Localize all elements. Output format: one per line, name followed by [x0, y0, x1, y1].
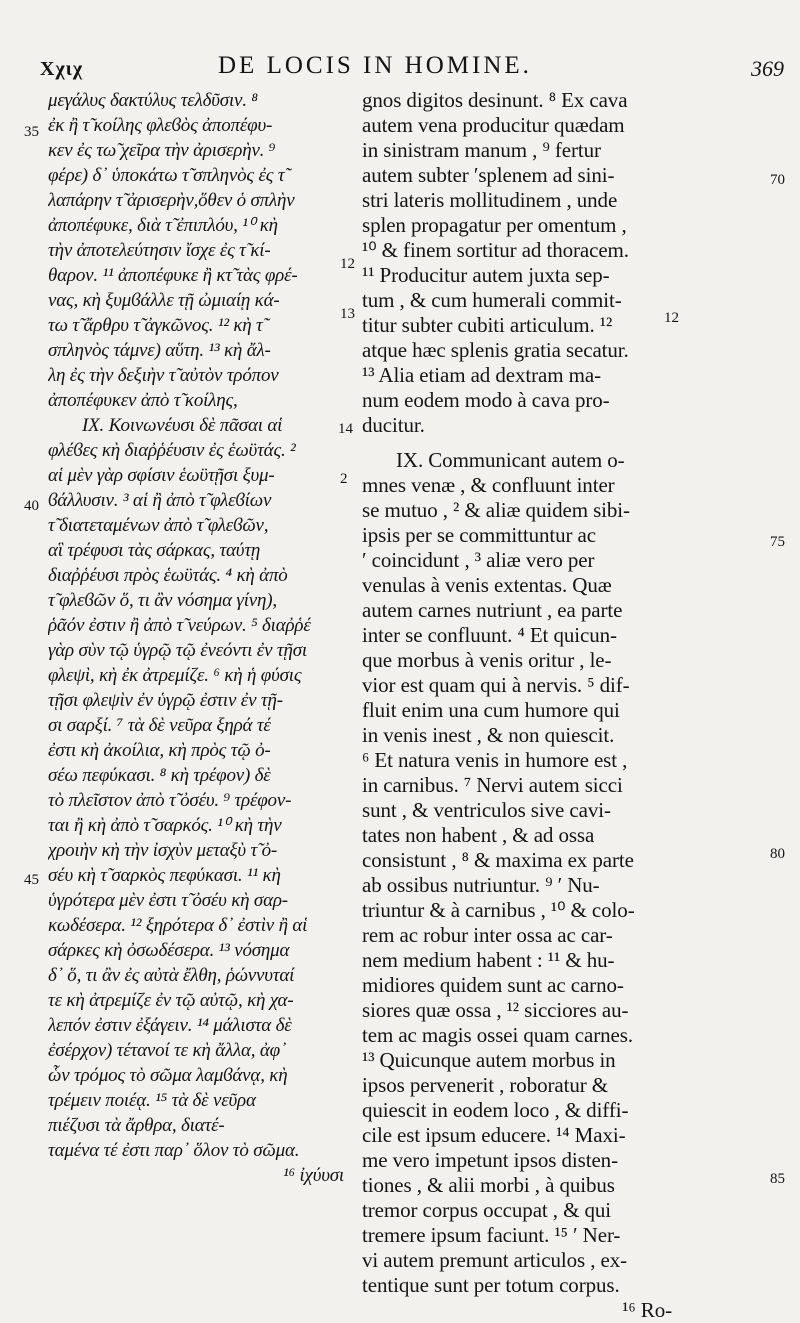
text-line: σπληνὸς τάμνε) αὕτη. ¹³ κὴ ἄλ- [48, 340, 271, 361]
text-line: ὑγρότερα μὲν ἐστι τ̃ ὀσέυ κὴ σαρ- [48, 890, 288, 911]
text-line: autem vena producitur quædam [362, 113, 625, 137]
text-line: λη ἐς τὴν δεξιὴν τ̃ αὐτὸν τρόπον [48, 365, 279, 386]
text-line: αἱ μὲν γὰρ σφίσιν ἑωϋτῇσι ξυμ- [48, 465, 275, 486]
text-line: tum , & cum humerali commit- [362, 288, 622, 312]
text-line: ἀποπέφυκε, διὰ τ̃ ἐπιπλόυ, ¹⁰ κὴ [48, 215, 278, 236]
text-line: ταμένα τέ ἐστι παρ᾽ ὅλον τὸ σῶμα. [48, 1140, 300, 1161]
margin-line-number: 40 [24, 498, 39, 514]
text-line: ⁶ Et natura venis in humore est , [362, 748, 628, 772]
text-line: ἀποπέφυκεν ἀπὸ τ̃ κοίλης, [48, 390, 238, 411]
text-line: quiescit in eodem loco , & diffi- [362, 1098, 629, 1122]
text-line: διαῤῥέυσι πρὸς ἑωϋτάς. ⁴ κὴ ἀπὸ [48, 565, 288, 586]
text-line: stri lateris mollitudinem , unde [362, 188, 618, 212]
text-line: atque hæc splenis gratia secatur. [362, 338, 629, 362]
latin-text-column [362, 88, 684, 1323]
text-line: τὸ πλεῖστον ἀπὸ τ̃ ὀσέυ. ⁹ τρέφον- [48, 790, 292, 811]
text-line: ′ coincidunt , ³ aliæ vero per [362, 548, 595, 572]
text-line: τω τ̃ ἄρθρυ τ̃ ἀγκῶνος. ¹² κὴ τ̃ [48, 315, 263, 336]
text-line: autem carnes nutriunt , ea parte [362, 598, 623, 622]
text-line: splen propagatur per omentum , [362, 213, 627, 237]
greek-text-column [48, 88, 356, 1188]
text-line: δ᾽ ὅ, τι ἂν ἐς αὐτὰ ἔλθη, ῥώννυταί [48, 965, 295, 986]
text-line: σάρκες κὴ ὀσωδέσερα. ¹³ νόσημα [48, 940, 290, 961]
text-line: gnos digitos desinunt. ⁸ Ex cava [362, 88, 628, 112]
text-line: siores quæ ossa , ¹² sicciores au- [362, 998, 629, 1022]
margin-line-number: 75 [770, 534, 785, 550]
text-line: ¹⁶ Ro- [622, 1298, 672, 1322]
text-line: triuntur & à carnibus , ¹⁰ & colo- [362, 898, 635, 922]
text-line: ϐάλλυσιν. ³ αἱ ἢ ἀπὸ τ̃ φλεϐίων [48, 490, 272, 511]
text-line: num eodem modo à cava pro- [362, 388, 610, 412]
text-line: in carnibus. ⁷ Nervi autem sicci [362, 773, 623, 797]
text-line: τ̃ διατεταμένων ἀπὸ τ̃ φλεϐῶν, [48, 515, 269, 536]
text-line: σέω πεφύκασι. ⁸ κὴ τρέφον) δὲ [48, 765, 271, 786]
margin-note-number: 2 [340, 471, 348, 487]
margin-line-number: 45 [24, 872, 39, 888]
text-line: λεπόν ἐστιν ἐξάγειν. ¹⁴ μάλιστα δὲ [48, 1015, 292, 1036]
margin-line-number: 70 [770, 172, 785, 188]
text-line: ¹³ Quicunque autem morbus in [362, 1048, 616, 1072]
text-line: tentique sunt per totum corpus. [362, 1273, 620, 1297]
text-line: tremere ipsum faciunt. ¹⁵ ′ Ner- [362, 1223, 621, 1247]
text-line: ¹⁶ ἰχύυσι [283, 1165, 344, 1186]
margin-note-number: 14 [338, 421, 353, 437]
text-line: φλέϐες κὴ διαῤῥέυσιν ἐς ἑωϋτάς. ² [48, 440, 296, 461]
text-line: tates non habent , & ad ossa [362, 823, 595, 847]
text-line: se mutuo , ² & aliæ quidem sibi- [362, 498, 630, 522]
text-line: ῥᾶόν ἐστιν ἢ ἀπὸ τ̃ νεύρων. ⁵ διαῤῥέ [48, 615, 311, 636]
text-line: mnes venæ , & confluunt inter [362, 473, 615, 497]
text-line: θαρον. ¹¹ ἀποπέφυκε ἢ κτ̃ τὰς φρέ- [48, 265, 298, 286]
running-title: DE LOCIS IN HOMINE. [218, 52, 532, 79]
text-line: τῇσι φλεψὶν ἐν ὑγρῷ ἐστιν ἐν τῇ- [48, 690, 283, 711]
text-line: ducitur. [362, 413, 425, 437]
text-line: in sinistram manum , ⁹ fertur [362, 138, 601, 162]
text-line: χροιὴν κὴ τὴν ἰσχὺν μεταξὺ τ̃ ὀ- [48, 840, 278, 861]
text-line: ipsis per se committuntur ac [362, 523, 596, 547]
text-line: cile est ipsum educere. ¹⁴ Maxi- [362, 1123, 626, 1147]
page-header [36, 52, 784, 86]
text-line: φέρε) δ᾽ ὑποκάτω τ̃ σπληνὸς ἐς τ̃ [48, 165, 285, 186]
text-line: in venis inest , & non quiescit. [362, 723, 615, 747]
text-line: ὧν τρόμος τὸ σῶμα λαμϐάνᾳ, κὴ [48, 1065, 288, 1086]
text-line: τ̃ φλεϐῶν ὅ, τι ἂν νόσημα γίνη), [48, 590, 277, 611]
text-line: midiores quidem sunt ac carno- [362, 973, 624, 997]
text-line: tremor corpus occupat , & qui [362, 1198, 612, 1222]
margin-note-number: 12 [340, 256, 355, 272]
page-number: 369 [751, 56, 784, 81]
text-line: tiones , & alii morbi , à quibus [362, 1173, 615, 1197]
text-line: τε κὴ ἀτρεμίζε ἐν τῷ αὐτῷ, κὴ χα- [48, 990, 294, 1011]
text-line: ¹³ Alia etiam ad dextram ma- [362, 363, 601, 387]
text-line: ¹⁰ & finem sortitur ad thoracem. [362, 238, 629, 262]
text-line: τρέμειν ποιέᾳ. ¹⁵ τὰ δὲ νεῦρα [48, 1090, 256, 1111]
text-line: autem subter ′splenem ad sini- [362, 163, 615, 187]
text-line: ΙΧ. Κοινωνέυσι δὲ πᾶσαι αἱ [82, 415, 283, 436]
text-line: πιέζυσι τὰ ἄρθρα, διατέ- [48, 1115, 225, 1136]
text-line: vior est quam qui à nervis. ⁵ dif- [362, 673, 630, 697]
text-line: que morbus à venis oritur , le- [362, 648, 612, 672]
text-line: αἳ τρέφυσι τὰς σάρκας, ταύτῃ [48, 540, 261, 561]
text-line: ται ἢ κὴ ἀπὸ τ̃ σαρκός. ¹⁰ κὴ τὴν [48, 815, 282, 836]
signature-mark: Χχιχ [40, 58, 84, 80]
text-line: rem ac robur inter ossa ac car- [362, 923, 613, 947]
text-line: fluit enim una cum humore qui [362, 698, 620, 722]
text-line: nem medium habent : ¹¹ & hu- [362, 948, 615, 972]
margin-note-number: 12 [664, 310, 679, 326]
text-line: vi autem premunt articulos , ex- [362, 1248, 628, 1272]
text-line: λαπάρην τ̃ ἀρισερὴν,ὅθεν ὁ σπλὴν [48, 190, 295, 211]
text-line: ab ossibus nutriuntur. ⁹ ′ Nu- [362, 873, 600, 897]
text-line: νας, κὴ ξυμϐάλλε τῇ ὠμιαίῃ κά- [48, 290, 280, 311]
text-line: μεγάλυς δακτύλυς τελδῦσιν. ⁸ [48, 90, 258, 111]
text-line: ¹¹ Producitur autem juxta sep- [362, 263, 610, 287]
margin-line-number: 80 [770, 846, 785, 862]
text-line: κωδέσερα. ¹² ξηρότερα δ᾽ ἐστὶν ἢ αἱ [48, 915, 308, 936]
text-line: IX. Communicant autem o- [396, 448, 625, 472]
margin-line-number: 85 [770, 1171, 785, 1187]
text-line: venulas à venis extentas. Quæ [362, 573, 612, 597]
text-line: titur subter cubiti articulum. ¹² [362, 313, 613, 337]
text-line: φλεψὶ, κὴ ἐκ ἀτρεμίζε. ⁶ κὴ ἡ φύσις [48, 665, 302, 686]
text-line: ἐσέρχον) τέτανοί τε κὴ ἄλλα, ἀφ᾽ [48, 1040, 287, 1061]
text-line: ipsos pervenerit , roboratur & [362, 1073, 609, 1097]
text-line: ἐστι κὴ ἀκοίλια, κὴ πρὸς τῷ ὀ- [48, 740, 271, 761]
text-line: ἐκ ἢ τ̃ κοίλης φλεϐὸς ἀποπέφυ- [48, 115, 273, 136]
text-line: γὰρ σὺν τῷ ὑγρῷ τῷ ἐνεόντι ἐν τῇσι [48, 640, 307, 661]
text-line: σι σαρξί. ⁷ τὰ δὲ νεῦρα ξηρά τέ [48, 715, 271, 736]
margin-note-number: 13 [340, 306, 355, 322]
text-line: me vero impetunt ipsos disten- [362, 1148, 618, 1172]
text-line: tem ac magis ossei quam carnes. [362, 1023, 633, 1047]
margin-line-number: 35 [24, 124, 39, 140]
text-line: σέυ κὴ τ̃ σαρκὸς πεφύκασι. ¹¹ κὴ [48, 865, 281, 886]
text-line: sunt , & ventriculos sive cavi- [362, 798, 611, 822]
text-line: consistunt , ⁸ & maxima ex parte [362, 848, 634, 872]
text-line: inter se confluunt. ⁴ Et quicun- [362, 623, 617, 647]
text-line: κεν ἐς τω̃ χεῖρα τὴν ἀρισερὴν. ⁹ [48, 140, 276, 161]
text-line: τὴν ἀποτελεύτησιν ἴσχε ἐς τ̃ κί- [48, 240, 271, 261]
